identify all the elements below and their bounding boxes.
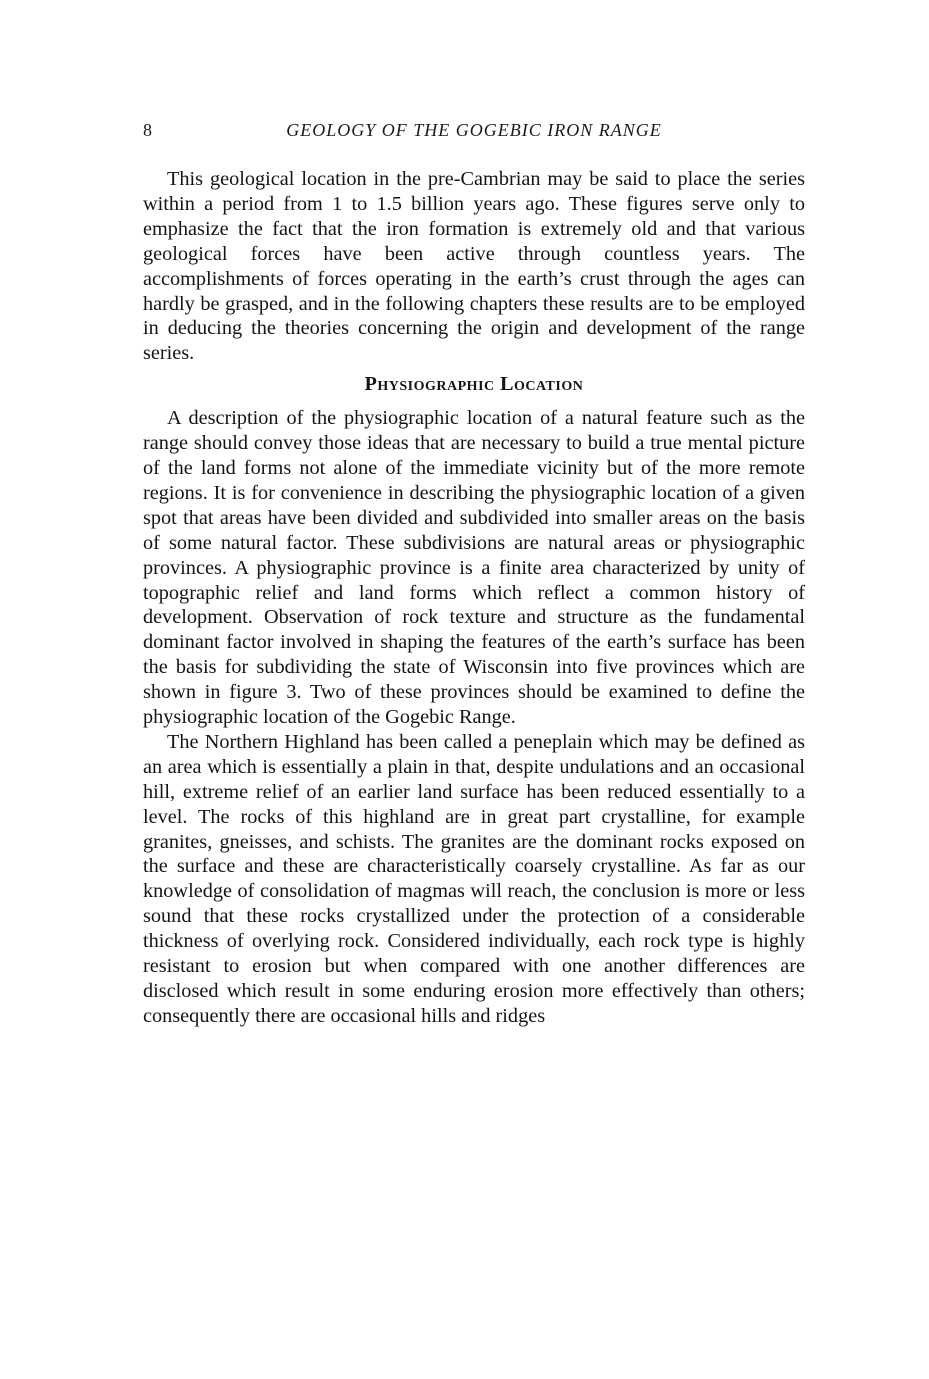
paragraph-northern-highland: The Northern Highland has been called a peneplain which may be defined as an area which is essentially a plain in that, despite undulations and an occasional hill, extreme relief of an earlier land surface has been reduced essentially to a level. The rocks of this highland are in great part crystalline, for example granites, gneisses, and schists. The granites are the dominant rocks exposed on the surface and these are characteristically coarsely crystalline. As far as our knowledge of consolidation of magmas will reach, the conclusion is more or less sound that these rocks crystallized under the protection of a considerable thickness of overlying rock. Considered individually, each rock type is highly resistant to erosion but when compared with one another differences are disclosed which result in some enduring erosion more effectively than others; consequently there are occasional hills and ridges [143,730,805,1027]
page-number: 8 [143,120,152,140]
running-title: GEOLOGY OF THE GOGEBIC IRON RANGE [286,120,662,140]
section-heading-physiographic-location: Physiographic Location [364,373,584,396]
paragraph-physiographic-description: A description of the physiographic location of a natural feature such as the range should convey those ideas that are necessary to build a true mental picture of the land forms not alone of the immediate vicinity but of the more remote regions. It is for convenience in describing the physiographic location of a given spot that areas have been divided and subdivided into smaller areas on the basis of some natural factor. These subdivisions are natural areas or physiographic provinces. A physiographic province is a finite area characterized by unity of topographic relief and land forms which reflect a common history of development. Observation of rock texture and structure as the fundamental dominant factor involved in shaping the features of the earth’s surface has been the basis for subdividing the state of Wisconsin into five provinces which are shown in figure 3. Two of these provinces should be examined to define the physiographic location of the Gogebic Range. [143,407,805,729]
body-text [143,167,805,1029]
paragraph-geological-location: This geological location in the pre-Cambrian may be said to place the series within a period from 1 to 1.5 billion years ago. These figures serve only to emphasize the fact that the iron formation is extremely old and that various geological forces have been active through countless years. The accomplishments of forces operating in the earth’s crust through the ages can hardly be grasped, and in the following chapters these results are to be employed in deducing the theories concerning the origin and development of the range series. [143,168,805,365]
running-head [143,120,805,146]
